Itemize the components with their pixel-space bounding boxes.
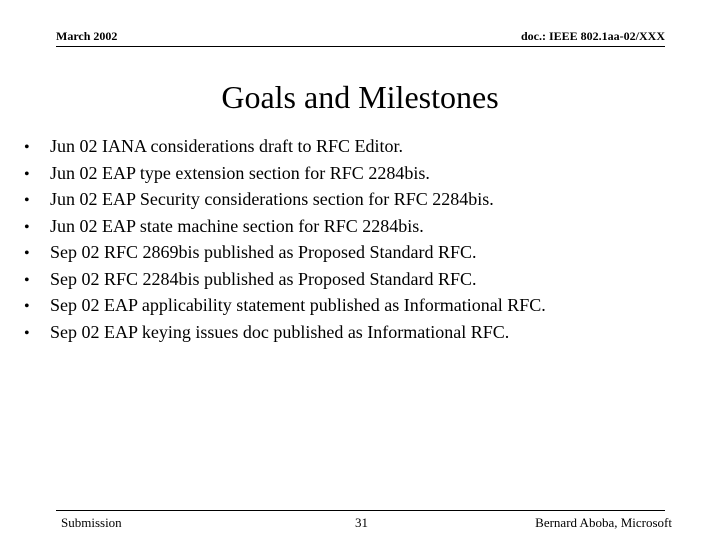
bullet-icon: • [24, 271, 30, 289]
list-item [24, 213, 546, 240]
list-item-text: Sep 02 EAP applicability statement published as Informational RFC. [50, 295, 546, 315]
bullet-icon: • [24, 192, 30, 209]
list-item [24, 319, 546, 346]
list-item-text: Sep 02 RFC 2284bis published as Proposed Standard RFC. [50, 268, 477, 289]
footer-page-number: 31 [355, 515, 368, 530]
header-divider [56, 46, 665, 47]
footer-divider [56, 510, 665, 511]
bullet-icon: • [24, 139, 30, 156]
footer-author: Bernard Aboba, Microsoft [535, 515, 672, 530]
footer-submission-label: Submission [61, 515, 122, 530]
list-item-text: Jun 02 EAP Security considerations section for RFC 2284bis. [50, 189, 494, 209]
list-item [24, 266, 546, 293]
list-item-text: Sep 02 RFC 2869bis published as Proposed Standard RFC. [50, 242, 477, 262]
bullet-icon: • [24, 165, 30, 183]
list-item [24, 186, 546, 213]
list-item-text: Sep 02 EAP keying issues doc published as Informational RFC. [50, 321, 510, 342]
bullet-icon: • [24, 298, 30, 315]
list-item [24, 239, 546, 266]
milestone-list [24, 133, 546, 345]
list-item [24, 160, 546, 187]
bullet-icon: • [24, 245, 30, 262]
header-doc-id: doc.: IEEE 802.1aa-02/XXX [520, 29, 665, 43]
list-item-text: Jun 02 IANA considerations draft to RFC Editor. [50, 136, 403, 156]
list-item-text: Jun 02 EAP type extension section for RFC 2284bis. [50, 162, 430, 183]
header-date: March 2002 [56, 29, 118, 43]
bullet-icon: • [24, 324, 30, 342]
list-item [24, 133, 546, 160]
slide-title: Goals and Milestones [221, 79, 499, 115]
list-item [24, 292, 546, 319]
bullet-icon: • [24, 218, 30, 236]
list-item-text: Jun 02 EAP state machine section for RFC 2284bis. [50, 215, 424, 236]
